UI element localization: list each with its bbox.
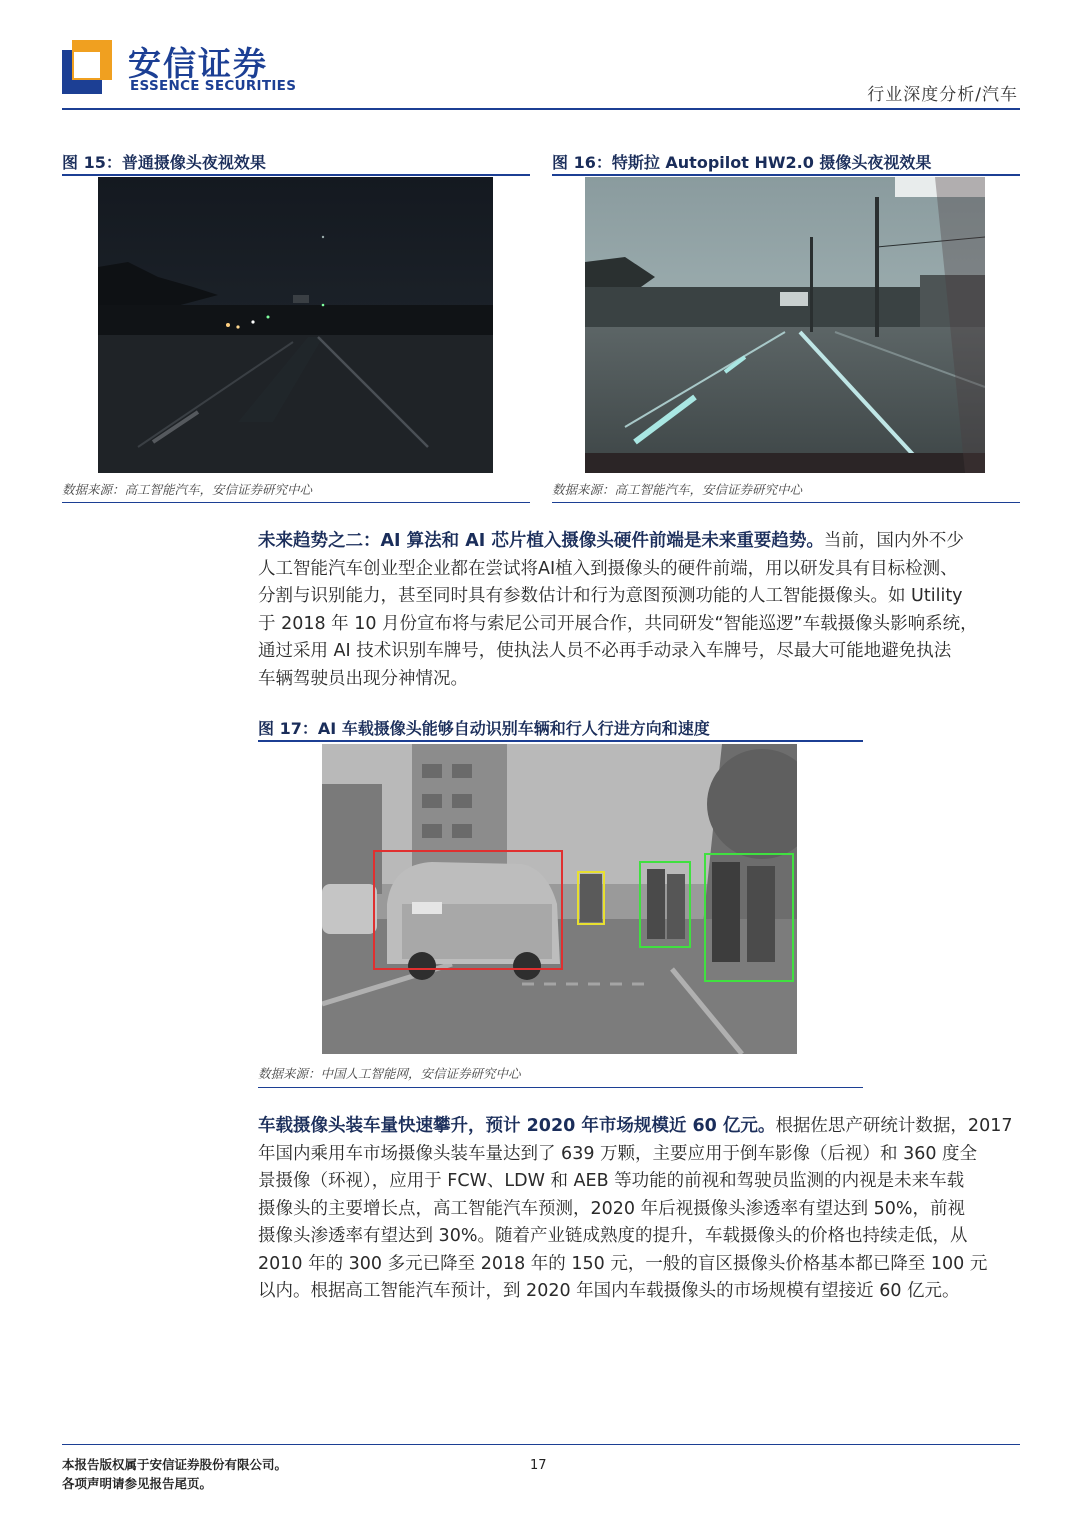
figure-17-source-rule [258,1087,863,1088]
brand-logo-icon [62,40,112,94]
figure-16-source-rule [552,502,1020,503]
figure-15-night-road-photo [98,177,493,473]
paragraph-2-line-2: 年国内乘用车市场摄像头装车量达到了 639 万颗，主要应用于倒车影像（后视）和 360 度全 [258,1143,978,1164]
brand-name-cn: 安信证券 [128,44,268,83]
brand-name-en: ESSENCE SECURITIES [130,78,297,94]
paragraph-2-line-1: 车载摄像头装车量快速攀升，预计 2020 年市场规模近 60 亿元。根据佐思产研统计数据，2017 [258,1116,1013,1136]
paragraph-1-line-5: 通过采用 AI 技术识别车牌号，使执法人员不必再手动录入车牌号，尽最大可能地避免执法 [258,641,952,661]
paragraph-2-line-6: 2010 年的 300 多元已降至 2018 年的 150 元，一般的盲区摄像头价格基本都已降至 100 元 [258,1253,988,1274]
paragraph-1-line-6: 车辆驾驶员出现分神情况。 [258,668,468,689]
figure-17-source: 数据来源：中国人工智能网，安信证券研究中心 [258,1066,521,1081]
paragraph-1-line-4: 于 2018 年 10 月份宣布将与索尼公司开展合作，共同研发“智能巡逻”车载摄像头影响系统， [258,613,978,634]
paragraph-1-line-3: 分割与识别能力，甚至同时具有参数估计和行为意图预测功能的人工智能摄像头。如 Utility [258,586,963,606]
page-number: 17 [530,1458,547,1473]
figure-15-caption: 图 15：普通摄像头夜视效果 [62,153,266,172]
header-divider [62,108,1020,110]
paragraph-ai-trend [258,528,1020,693]
paragraph-1-line-2: 人工智能汽车创业型企业都在尝试将AI植入到摄像头的硬件前端，用以研发具有目标检测、 [258,558,958,579]
footer-divider [62,1444,1020,1445]
figure-17-caption: 图 17：AI 车载摄像头能够自动识别车辆和行人行进方向和速度 [258,719,710,738]
figure-17-ai-detection-photo [322,744,797,1054]
figure-17-caption-rule [258,740,863,742]
figure-15-source-rule [62,502,530,503]
figure-16-autopilot-night-photo [585,177,985,473]
footer-copyright: 本报告版权属于安信证券股份有限公司。 [62,1457,288,1472]
figure-16-caption-rule [552,174,1020,176]
paragraph-1-line-1: 未来趋势之二：AI 算法和 AI 芯片植入摄像头硬件前端是未来重要趋势。当前，国内外不少 [258,531,964,551]
paragraph-1-lead: 未来趋势之二：AI 算法和 AI 芯片植入摄像头硬件前端是未来重要趋势。 [258,531,824,551]
figure-15-caption-rule [62,174,530,176]
paragraph-2-lead: 车载摄像头装车量快速攀升，预计 2020 年市场规模近 60 亿元。 [258,1116,776,1136]
paragraph-2-line-3: 景摄像（环视），应用于 FCW、LDW 和 AEB 等功能的前视和驾驶员监测的内视是未来车载 [258,1171,965,1191]
figure-16-caption: 图 16：特斯拉 Autopilot HW2.0 摄像头夜视效果 [552,153,932,172]
report-section-label: 行业深度分析/汽车 [867,85,1018,105]
paragraph-2-line-5: 摄像头渗透率有望达到 30%。随着产业链成熟度的提升，车载摄像头的价格也持续走低，从 [258,1226,968,1246]
paragraph-2-line-4: 摄像头的主要增长点，高工智能汽车预测，2020 年后视摄像头渗透率有望达到 50%，前视 [258,1198,966,1219]
figure-16-source: 数据来源：高工智能汽车，安信证券研究中心 [552,482,803,497]
paragraph-2-line-7: 以内。根据高工智能汽车预计，到 2020 年国内车载摄像头的市场规模有望接近 60 亿元。 [258,1281,960,1301]
footer-disclaimer: 各项声明请参见报告尾页。 [62,1476,213,1491]
figure-15-source: 数据来源：高工智能汽车，安信证券研究中心 [62,482,313,497]
paragraph-camera-market [258,1113,1020,1306]
